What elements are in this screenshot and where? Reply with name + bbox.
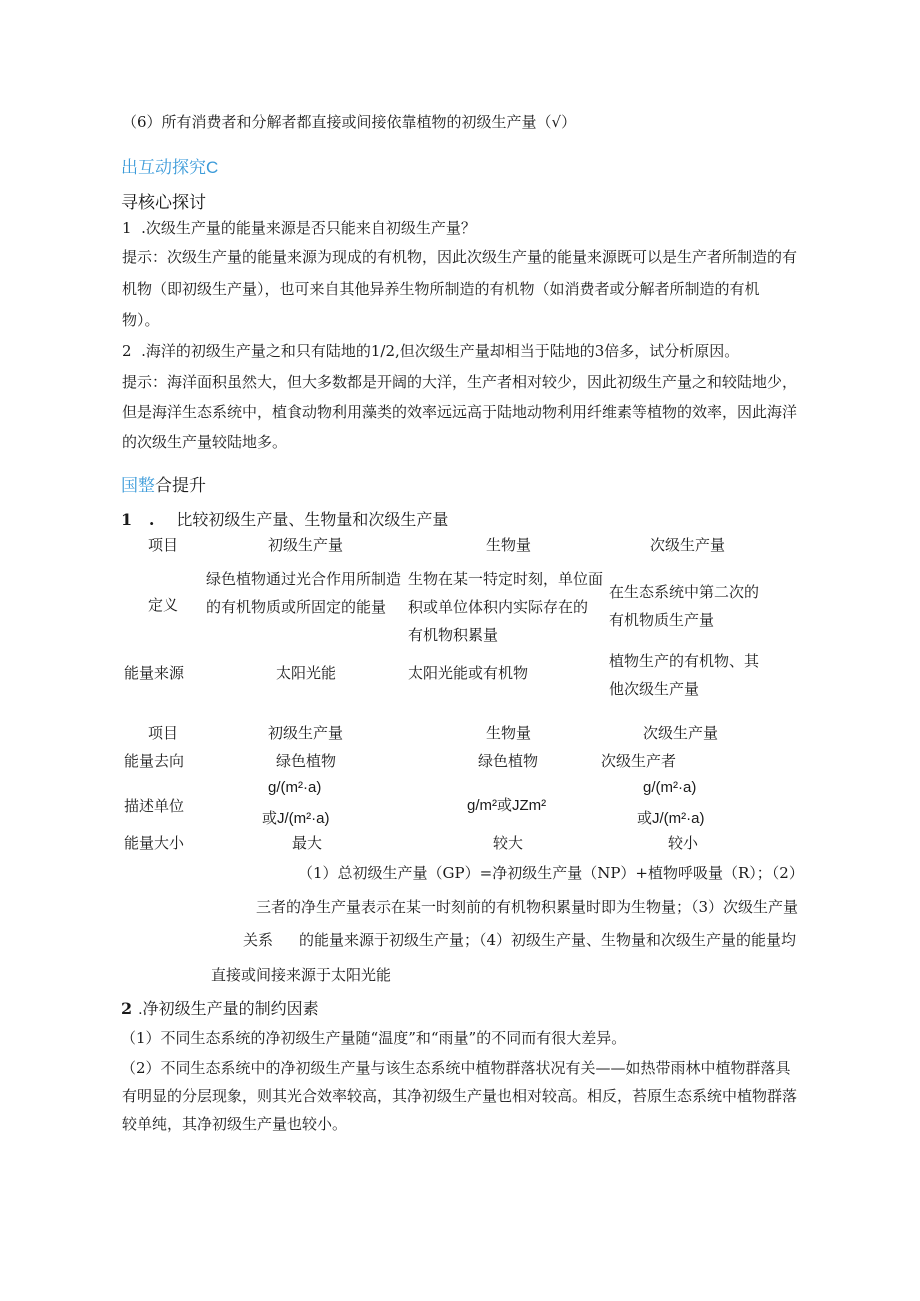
table2-unit-primary-1: g/(m²·a)	[268, 779, 322, 796]
table2-header-biomass: 生物量	[486, 724, 532, 742]
table1-def-primary-1: 绿色植物通过光合作用所制造	[206, 570, 402, 588]
section-header-suffix: C	[206, 158, 219, 177]
answer-2-line-1: 提示：海洋面积虽然大，但大多数都是开阔的大洋，生产者相对较少，因此初级生产量之和较陆地少，	[122, 373, 798, 391]
table2-label-energy-destination: 能量去向	[124, 752, 185, 770]
factor-paragraph-2-line-1: （2）不同生态系统中的净初级生产量与该生态系统中植物群落状况有关——如热带雨林中植物群落具	[121, 1059, 791, 1077]
table1-def-biomass-1: 生物在某一特定时刻，单位面	[408, 570, 604, 588]
table2-dest-secondary: 次级生产者	[601, 752, 677, 770]
answer-1-line-2: 机物（即初级生产量），也可来自其他异养生物所制造的有机物（如消费者或分解者所制造的有机	[122, 280, 760, 298]
section-header-interactive	[121, 153, 218, 178]
table1-label-energy-source: 能量来源	[124, 664, 185, 682]
table2-dest-biomass: 绿色植物	[478, 752, 539, 770]
table2-label-relation: 关系	[243, 931, 274, 949]
table2-unit-primary-2: 或J/(m²·a)	[262, 810, 330, 827]
table1-header-item: 项目	[148, 536, 179, 554]
table2-size-biomass: 较大	[493, 834, 524, 852]
table1-def-primary-2: 的有机物质或所固定的能量	[206, 598, 387, 616]
item-number: 1 .	[121, 510, 155, 529]
table1-def-secondary-2: 有机物质生产量	[609, 611, 715, 629]
table2-relation-line-1: （1）总初级生产量（GP）=净初级生产量（NP）+植物呼吸量（R）；（2）	[298, 864, 804, 882]
section-header-suffix: 合提升	[155, 476, 206, 495]
table1-def-biomass-3: 有机物积累量	[408, 626, 499, 644]
factor-paragraph-2-line-3: 较单纯，其净初级生产量也较小。	[122, 1115, 348, 1133]
table2-size-secondary: 较小	[668, 834, 699, 852]
item-title: 比较初级生产量、生物量和次级生产量	[176, 512, 449, 529]
item-1-heading	[121, 507, 448, 530]
answer-2-line-3: 的次级生产量较陆地多。	[122, 433, 288, 451]
table2-header-item: 项目	[148, 724, 179, 742]
factor-paragraph-1: （1）不同生态系统的净初级生产量随“温度”和“雨量”的不同而有很大差异。	[121, 1029, 627, 1047]
answer-1-line-1: 提示：次级生产量的能量来源为现成的有机物，因此次级生产量的能量来源既可以是生产者所制造的有	[122, 248, 798, 266]
judgement-item-6: （6）所有消费者和分解者都直接或间接依靠植物的初级生产量（√）	[122, 113, 577, 131]
table1-header-primary: 初级生产量	[268, 536, 344, 554]
table1-src-secondary-2: 他次级生产量	[609, 680, 700, 698]
factor-paragraph-2-line-2: 有明显的分层现象，则其光合效率较高，其净初级生产量也相对较高。相反，苔原生态系统中植物群落	[122, 1087, 798, 1105]
table1-src-secondary-1: 植物生产的有机物、其	[609, 652, 760, 670]
table1-header-secondary: 次级生产量	[650, 536, 726, 554]
answer-1-line-3: 物）。	[122, 311, 160, 329]
section-header-prefix: 国整	[121, 476, 155, 495]
table2-size-primary: 最大	[292, 834, 323, 852]
question-1: 1 .次级生产量的能量来源是否只能来自初级生产量？	[122, 219, 476, 237]
table2-relation-line-3: 的能量来源于初级生产量；（4）初级生产量、生物量和次级生产量的能量均	[299, 931, 797, 949]
table1-header-biomass: 生物量	[486, 536, 532, 554]
table1-label-definition: 定义	[148, 596, 179, 614]
table2-relation-line-4: 直接或间接来源于太阳光能	[211, 966, 392, 984]
table2-header-secondary: 次级生产量	[643, 724, 719, 742]
table1-def-secondary-1: 在生态系统中第二次的	[609, 583, 760, 601]
subheading-core-discussion: 寻核心探讨	[121, 193, 206, 212]
table2-unit-secondary-2: 或J/(m²·a)	[637, 810, 705, 827]
answer-2-line-2: 但是海洋生态系统中，植食动物利用藻类的效率远远高于陆地动物利用纤维素等植物的效率，因此海洋	[122, 403, 798, 421]
table2-unit-secondary-1: g/(m²·a)	[643, 779, 697, 796]
item-title: .净初级生产量的制约因素	[138, 1001, 319, 1018]
table1-src-biomass: 太阳光能或有机物	[408, 664, 529, 682]
table2-dest-primary: 绿色植物	[276, 752, 337, 770]
item-2-heading	[121, 996, 319, 1019]
item-number: 2	[121, 999, 133, 1018]
table2-label-unit: 描述单位	[124, 797, 185, 815]
table1-def-biomass-2: 积或单位体积内实际存在的	[408, 598, 589, 616]
table2-label-energy-size: 能量大小	[124, 834, 185, 852]
table2-header-primary: 初级生产量	[268, 724, 344, 742]
section-header-integration	[121, 471, 206, 496]
table1-src-primary: 太阳光能	[276, 664, 337, 682]
question-2: 2 .海洋的初级生产量之和只有陆地的1/2,但次级生产量却相当于陆地的3倍多，试分析原因。	[122, 342, 740, 360]
table2-unit-biomass: g/m²或JZm²	[467, 797, 547, 814]
table2-relation-line-2: 三者的净生产量表示在某一时刻前的有机物积累量时即为生物量；（3）次级生产量	[256, 898, 799, 916]
section-header-prefix: 出互动探究	[121, 158, 206, 177]
